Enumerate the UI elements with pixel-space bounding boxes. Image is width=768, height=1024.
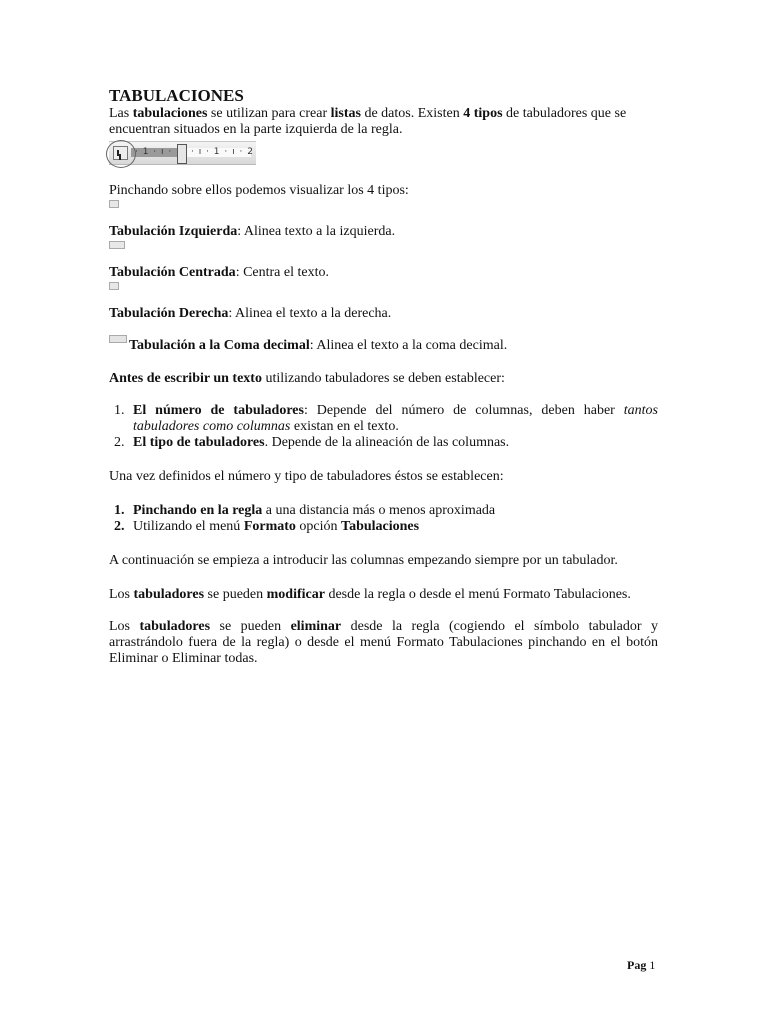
text-run: Utilizando el menú bbox=[133, 519, 244, 534]
bold-run: 4 tipos bbox=[463, 106, 503, 121]
text-run: : Depende del número de columnas, deben haber bbox=[303, 403, 624, 418]
continuacion-paragraph: A continuación se empieza a introducir las columnas empezando siempre por un tabulador. bbox=[109, 553, 618, 568]
center-tab-icon bbox=[109, 241, 125, 249]
bold-run: Tabulaciones bbox=[341, 519, 420, 534]
tab-type-decimal bbox=[109, 335, 658, 354]
bold-run: Tabulación Centrada bbox=[109, 265, 236, 280]
ruler-ticks: · 1 · ı · bbox=[135, 147, 173, 157]
text-run: desde la regla (cogiendo el símbolo tabulador y arrastrándolo fuera de la regla) o desde el menú Formato Tabulaciones pinchando en el botón Eliminar o Eliminar todas. bbox=[109, 619, 659, 666]
text-run: se utilizan para crear bbox=[207, 106, 331, 121]
tab-type-left bbox=[109, 224, 658, 240]
bold-run: Antes de escribir un texto bbox=[109, 371, 262, 386]
bold-run: El tipo de tabuladores bbox=[133, 435, 265, 450]
bold-run: Tabulación Izquierda bbox=[109, 224, 238, 239]
bold-run: modificar bbox=[266, 587, 325, 602]
list-item bbox=[109, 519, 658, 535]
text-run: utilizando tabuladores se deben establecer: bbox=[261, 371, 505, 386]
document-page bbox=[109, 86, 658, 667]
intro-paragraph bbox=[109, 106, 658, 138]
decimal-tab-icon bbox=[109, 335, 127, 343]
list-number: 1. bbox=[114, 403, 125, 418]
list-item bbox=[109, 435, 658, 451]
text-run: : Alinea texto a la izquierda. bbox=[237, 224, 396, 239]
text-run: opción bbox=[295, 519, 342, 534]
text-run: desde la regla o desde el menú Formato Tabulaciones. bbox=[324, 587, 631, 602]
ruler-image bbox=[109, 141, 256, 165]
visualizar-paragraph: Pinchando sobre ellos podemos visualizar los 4 tipos: bbox=[109, 183, 409, 198]
italic-run: tantos tabuladores como columnas bbox=[133, 403, 658, 434]
tab-type-center bbox=[109, 265, 658, 281]
bold-run: eliminar bbox=[290, 619, 342, 634]
text-run: existan en el texto. bbox=[290, 419, 399, 434]
bold-run: tabuladores bbox=[139, 619, 211, 634]
bold-run: listas bbox=[330, 106, 361, 121]
text-run: se pueden bbox=[210, 619, 291, 634]
list-number: 2. bbox=[114, 435, 125, 450]
text-run: : Centra el texto. bbox=[235, 265, 329, 280]
highlight-circle bbox=[106, 140, 136, 168]
eliminar-paragraph bbox=[109, 619, 658, 667]
page-number-value: 1 bbox=[649, 958, 656, 972]
bold-run: tabulaciones bbox=[132, 106, 208, 121]
page-label: Pag bbox=[627, 958, 647, 972]
list-item bbox=[109, 503, 658, 519]
bold-run: Tabulación a la Coma decimal bbox=[129, 338, 310, 353]
text-run: Los bbox=[109, 619, 140, 634]
text-run: de tabuladores que se encuentran situados en la parte izquierda de la regla. bbox=[109, 106, 627, 137]
bold-run: tabuladores bbox=[133, 587, 205, 602]
list-number: 1. bbox=[114, 503, 125, 518]
text-run: . Depende de la alineación de las columnas. bbox=[264, 435, 510, 450]
bold-run: Tabulación Derecha bbox=[109, 306, 229, 321]
bold-run: Pinchando en la regla bbox=[133, 503, 263, 518]
text-run: se pueden bbox=[204, 587, 267, 602]
left-tab-icon bbox=[109, 200, 119, 208]
numbered-list-methods bbox=[109, 503, 658, 535]
list-number: 2. bbox=[114, 519, 125, 534]
right-tab-icon bbox=[109, 282, 119, 290]
text-run: : Alinea el texto a la coma decimal. bbox=[309, 338, 508, 353]
modificar-paragraph bbox=[109, 587, 658, 603]
text-run: a una distancia más o menos aproximada bbox=[262, 503, 496, 518]
bold-run: Formato bbox=[243, 519, 296, 534]
tab-type-right bbox=[109, 306, 658, 322]
ruler-ticks: · ı · 1 · ı · 2 bbox=[191, 147, 254, 157]
antes-paragraph bbox=[109, 371, 658, 387]
text-run: Los bbox=[109, 587, 134, 602]
text-run: Las bbox=[109, 106, 133, 121]
text-run: de datos. Existen bbox=[360, 106, 464, 121]
numbered-list-requirements bbox=[109, 403, 658, 451]
page-title: TABULACIONES bbox=[109, 86, 244, 105]
list-item bbox=[109, 403, 658, 435]
bold-run: El número de tabuladores bbox=[133, 403, 304, 418]
page-number bbox=[627, 957, 655, 973]
text-run: : Alinea el texto a la derecha. bbox=[228, 306, 392, 321]
indent-marker-icon bbox=[177, 144, 187, 164]
una-vez-paragraph: Una vez definidos el número y tipo de tabuladores éstos se establecen: bbox=[109, 469, 504, 484]
